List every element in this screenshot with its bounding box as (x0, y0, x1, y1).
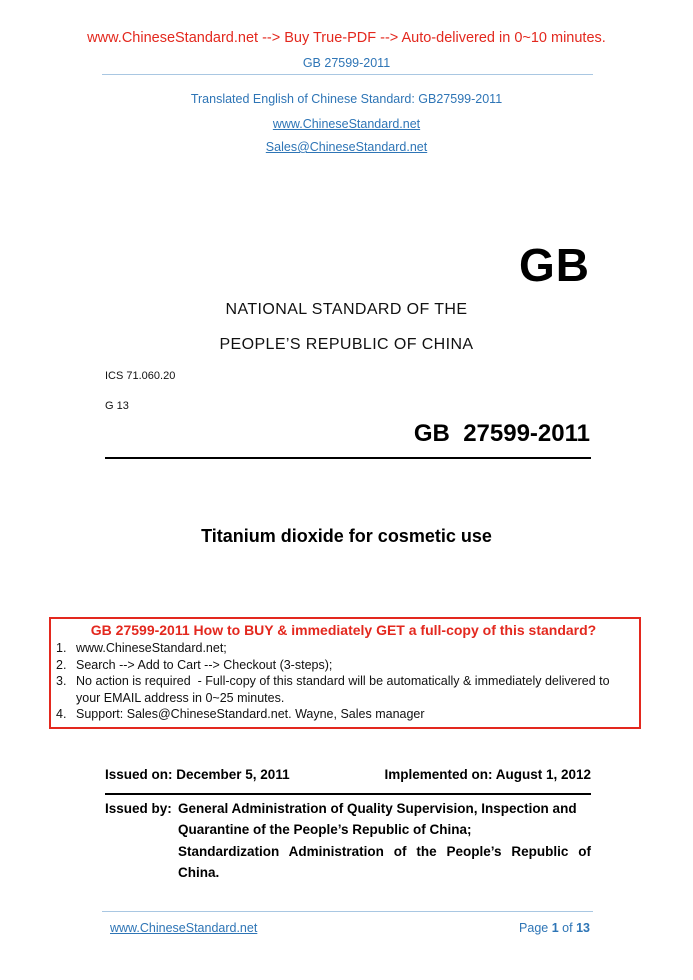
sales-email-link[interactable]: Sales@ChineseStandard.net (265, 140, 428, 154)
header-standard-code: GB 27599-2011 (302, 56, 391, 70)
gb-logo: GB (519, 239, 590, 291)
site-link[interactable]: www.ChineseStandard.net (272, 117, 421, 131)
agency2-line1: Standardization Administration of the People’s Republic of (178, 844, 591, 859)
classification-code: G 13 (105, 400, 129, 412)
buy-box-item (54, 640, 633, 657)
item-number: 4. (56, 707, 67, 721)
page-indicator (519, 921, 590, 935)
buy-box-heading: GB 27599-2011 How to BUY & immediately GET a full-copy of this standard? (90, 622, 597, 638)
of-label: of (562, 921, 573, 935)
item-text: www.ChineseStandard.net; (76, 641, 227, 655)
ics-code: ICS 71.060.20 (105, 370, 176, 382)
item-text: Support: Sales@ChineseStandard.net. Wayne, Sales manager (76, 707, 425, 721)
buy-box-item (54, 706, 633, 723)
implemented-on-label: Implemented on: August 1, 2012 (384, 767, 591, 782)
header-email-link-row (0, 140, 693, 154)
national-standard-line1: NATIONAL STANDARD OF THE (225, 301, 468, 318)
agency1-line2: Quarantine of the People’s Republic of China; (178, 822, 472, 837)
document-title: Titanium dioxide for cosmetic use (201, 526, 492, 546)
item-text: No action is required - Full-copy of this standard will be automatically & immediately delivered to your EMAIL address in 0~25 minutes. (76, 674, 614, 705)
issue-divider (105, 793, 591, 795)
footer-divider (102, 911, 593, 912)
standard-number: GB 27599-2011 (413, 420, 590, 447)
masthead-divider (105, 457, 591, 459)
issued-by-label: Issued by: (105, 801, 172, 816)
footer-site-link[interactable]: www.ChineseStandard.net (110, 921, 258, 935)
agency1-line1: General Administration of Quality Supervision, Inspection and (178, 801, 577, 816)
agency2-line2: China. (178, 865, 220, 880)
header-site-link-row (0, 117, 693, 131)
page-total: 13 (576, 921, 590, 935)
page-number: 1 (551, 921, 559, 935)
translated-title: Translated English of Chinese Standard: GB27599-2011 (190, 92, 503, 106)
issued-on-label: Issued on: December 5, 2011 (105, 767, 290, 782)
footer-site-link-row (110, 921, 257, 935)
national-standard-line2: PEOPLE’S REPUBLIC OF CHINA (219, 336, 474, 353)
item-number: 3. (56, 674, 67, 688)
item-number: 2. (56, 657, 67, 672)
page-label: Page (519, 921, 549, 935)
buy-box-item (54, 657, 633, 674)
item-number: 1. (56, 641, 67, 655)
issue-dates-row (105, 767, 591, 782)
header-divider (102, 74, 593, 75)
item-text: Search --> Add to Cart --> Checkout (3-steps); (76, 657, 333, 672)
buy-box (49, 617, 641, 729)
promo-banner: www.ChineseStandard.net --> Buy True-PDF --> Auto-delivered in 0~10 minutes. (87, 30, 606, 46)
buy-box-item (54, 673, 633, 706)
